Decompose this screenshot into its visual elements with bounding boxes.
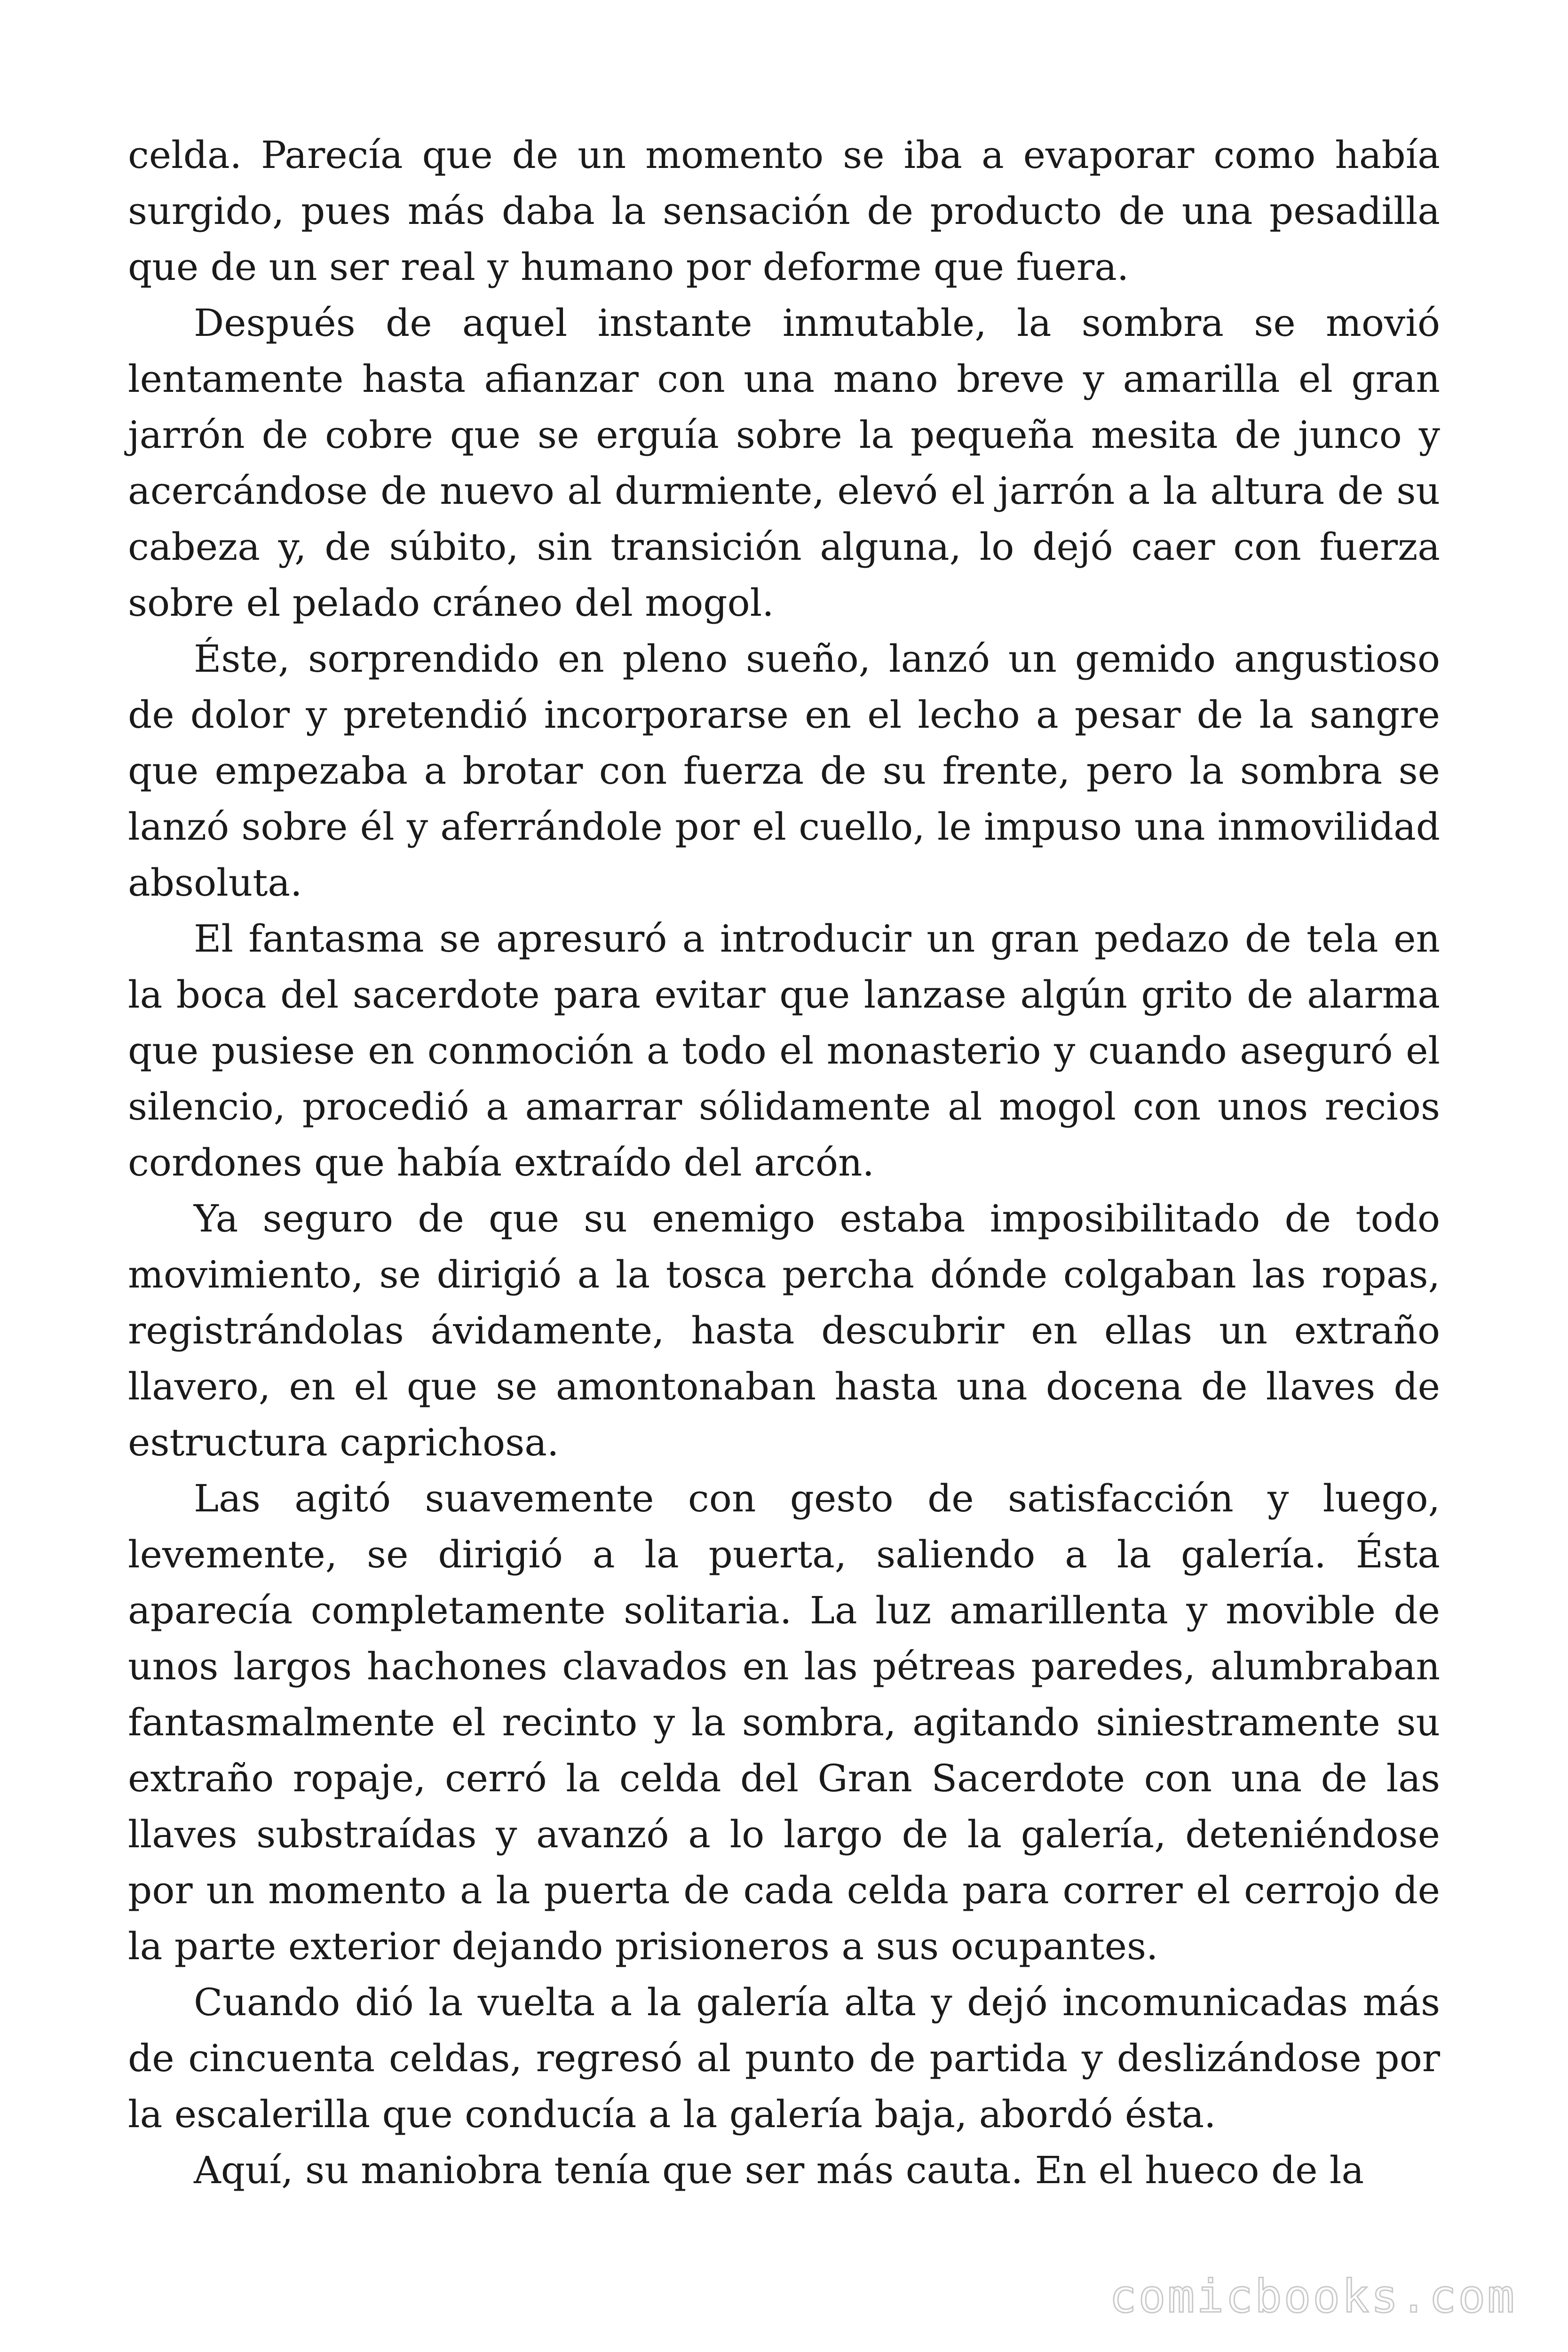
paragraph: celda. Parecía que de un momento se iba a evaporar como había surgido, pues más daba la sensación de producto de una pesadilla que de un ser real y humano por deforme que fuera.	[128, 133, 1440, 289]
paragraph: Después de aquel instante inmutable, la sombra se movió lentamente hasta afianzar con una mano breve y amarilla el gran jarrón de cobre que se erguía sobre la pequeña mesita de junco y acercándose de nuevo al durmiente, elevó el jarrón a la altura de su cabeza y, de súbito, sin transición alguna, lo dejó caer con fuerza sobre el pelado cráneo del mogol.	[128, 301, 1440, 625]
paragraph: Las agitó suavemente con gesto de satisfacción y luego, levemente, se dirigió a la puerta, saliendo a la galería. Ésta aparecía completamente solitaria. La luz amarillenta y movible de unos largos hachones clavados en las pétreas paredes, alumbraban fantasmalmente el recinto y la sombra, agitando siniestramente su extraño ropaje, cerró la celda del Gran Sacerdote con una de las llaves substraídas y avanzó a lo largo de la galería, deteniéndose por un momento a la puerta de cada celda para correr el cerrojo de la parte exterior dejando prisioneros a sus ocupantes.	[128, 1477, 1440, 1968]
paragraph: Éste, sorprendido en pleno sueño, lanzó un gemido angustioso de dolor y pretendió incorporarse en el lecho a pesar de la sangre que empezaba a brotar con fuerza de su frente, pero la sombra se lanzó sobre él y aferrándole por el cuello, le impuso una inmovilidad absoluta.	[128, 637, 1440, 905]
watermark: comicbooks.com	[1109, 2270, 1516, 2323]
page-body	[128, 127, 1440, 2198]
paragraph: Aquí, su maniobra tenía que ser más cauta. En el hueco de la	[194, 2148, 1364, 2192]
paragraph: Cuando dió la vuelta a la galería alta y dejó incomunicadas más de cincuenta celdas, regresó al punto de partida y deslizándose por la escalerilla que conducía a la galería baja, abordó ésta.	[128, 1980, 1440, 2136]
paragraph: El fantasma se apresuró a introducir un gran pedazo de tela en la boca del sacerdote para evitar que lanzase algún grito de alarma que pusiese en conmoción a todo el monasterio y cuando aseguró el silencio, procedió a amarrar sólidamente al mogol con unos recios cordones que había extraído del arcón.	[128, 917, 1440, 1184]
paragraph: Ya seguro de que su enemigo estaba imposibilitado de todo movimiento, se dirigió a la tosca percha dónde colgaban las ropas, registrándolas ávidamente, hasta descubrir en ellas un extraño llavero, en el que se amontonaban hasta una docena de llaves de estructura caprichosa.	[128, 1197, 1440, 1464]
